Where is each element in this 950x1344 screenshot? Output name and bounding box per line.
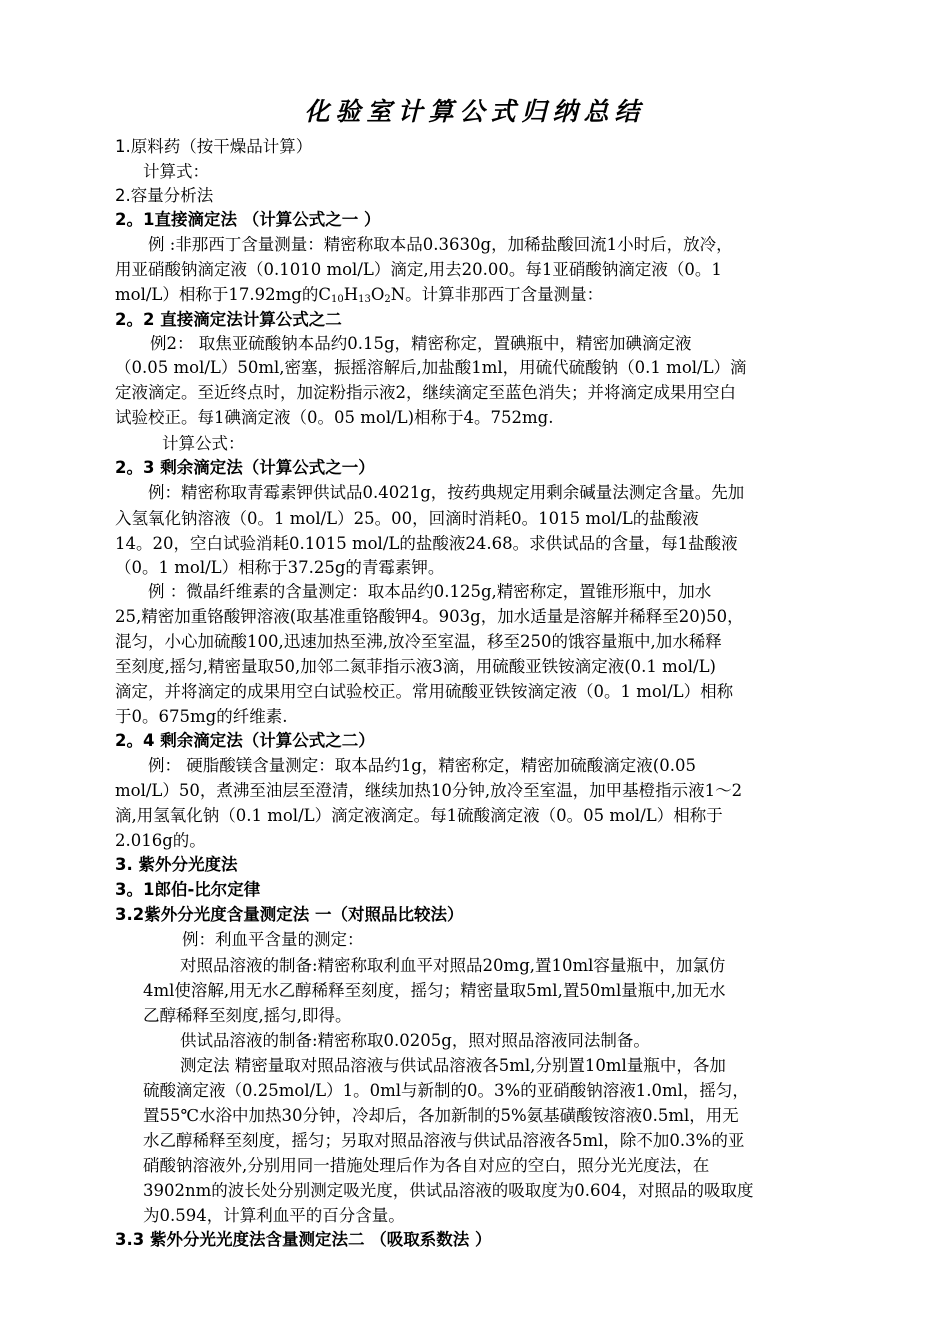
paragraph-line: （0.05 mol/L）50ml,密塞，振摇溶解后,加盐酸1ml，用硫代硫酸钠（0.1 mol/L）滴 xyxy=(115,358,747,377)
formula-text: N xyxy=(390,285,406,304)
paragraph-line: mol/L）50，煮沸至油层至澄清，继续加热10分钟,放冷至室温，加甲基橙指示液1～2 xyxy=(115,781,743,800)
section-heading: 1.原料药（按干燥品计算） xyxy=(115,137,313,156)
paragraph-line: 滴定，并将滴定的成果用空白试验校正。常用硫酸亚铁铵滴定液（0。1 mol/L）相称 xyxy=(115,682,734,701)
section-heading: 2.容量分析法 xyxy=(115,186,214,205)
paragraph-line: 对照品溶液的制备:精密称取利血平对照品20mg,置10ml容量瓶中，加氯仿 xyxy=(180,956,726,975)
paragraph-line: 滴,用氢氧化钠（0.1 mol/L）滴定液滴定。每1硫酸滴定液（0。05 mol/L）相称于 xyxy=(115,806,723,825)
paragraph-line: 为0.594，计算利血平的百分含量。 xyxy=(143,1206,405,1225)
paragraph-line: 硫酸滴定液（0.25mol/L）1。0ml与新制的0。3%的亚硝酸钠溶液1.0ml，摇匀， xyxy=(143,1081,749,1100)
formula-sub: 13 xyxy=(358,294,371,305)
formula-text: mol/L）相称于17.92mg的C xyxy=(115,285,331,304)
paragraph-line: 例 ：微晶纤维素的含量测定：取本品约0.125g,精密称定，置锥形瓶中，加水 xyxy=(148,582,712,601)
section-heading: 2。4 剩余滴定法（计算公式之二） xyxy=(115,731,375,750)
paragraph-line: 于0。675mg的纤维素. xyxy=(115,707,288,726)
page-title: 化验室计算公式归纳总结 xyxy=(304,97,646,126)
paragraph-line: 硝酸钠溶液外,分别用同一措施处理后作为各自对应的空白，照分光光度法，在 xyxy=(143,1156,710,1175)
paragraph-line: 入氢氧化钠溶液（0。1 mol/L）25。00，回滴时消耗0。1015 mol/L的盐酸液 xyxy=(115,509,699,528)
section-heading: 3.2紫外分光度含量测定法 一（对照品比较法） xyxy=(115,905,464,924)
formula-text: H xyxy=(343,285,359,304)
paragraph-line: 水乙醇稀释至刻度，摇匀；另取对照品溶液与供试品溶液各5ml，除不加0.3%的亚 xyxy=(143,1131,745,1150)
section-heading: 3.3 紫外分光光度法含量测定法二 （吸取系数法 ） xyxy=(115,1230,492,1249)
formula-text: O xyxy=(370,285,385,304)
paragraph-line: 供试品溶液的制备:精密称取0.0205g，照对照品溶液同法制备。 xyxy=(180,1031,650,1050)
paragraph-line: 例2： 取焦亚硫酸钠本品约0.15g，精密称定，置碘瓶中，精密加碘滴定液 xyxy=(150,334,692,353)
section-heading: 2。2 直接滴定法计算公式之二 xyxy=(115,310,342,329)
paragraph-line: 至刻度,摇匀,精密量取50,加邻二氮菲指示液3滴，用硫酸亚铁铵滴定液(0.1 mol/L) xyxy=(115,657,716,676)
paragraph-line: 例：利血平含量的测定： xyxy=(182,930,364,949)
section-heading: 2。3 剩余滴定法（计算公式之一） xyxy=(115,458,375,477)
paragraph-line: 3902nm的波长处分别测定吸光度，供试品溶液的吸取度为0.604，对照品的吸取度 xyxy=(143,1181,754,1200)
formula-text: 。计算非那西丁含量测量： xyxy=(405,285,604,304)
paragraph-line: 2.016g的。 xyxy=(115,831,206,850)
paragraph-line: 混匀，小心加硫酸100,迅速加热至沸,放冷至室温，移至250的饿容量瓶中,加水稀释 xyxy=(115,632,722,651)
section-heading: 3. 紫外分光度法 xyxy=(115,855,238,874)
paragraph-line: 用亚硝酸钠滴定液（0.1010 mol/L）滴定,用去20.00。每1亚硝酸钠滴定液（0。1 xyxy=(115,260,722,279)
formula-label: 计算公式： xyxy=(162,434,245,453)
section-heading: 2。1直接滴定法 （计算公式之一 ） xyxy=(115,210,381,229)
paragraph-line: 乙醇稀释至刻度,摇匀,即得。 xyxy=(143,1006,352,1025)
paragraph-line: 例：精密称取青霉素钾供试品0.4021g，按药典规定用剩余碱量法测定含量。先加 xyxy=(148,483,745,502)
paragraph-line: 4ml使溶解,用无水乙醇稀释至刻度，摇匀；精密量取5ml,置50ml量瓶中,加无水 xyxy=(143,981,726,1000)
paragraph-line: 置55℃水浴中加热30分钟，冷却后，各加新制的5%氨基磺酸铵溶液0.5ml，用无 xyxy=(143,1106,739,1125)
paragraph-line: 例 :非那西丁含量测量：精密称取本品0.3630g，加稀盐酸回流1小时后，放冷， xyxy=(148,235,733,254)
formula-sub: 2 xyxy=(384,294,391,305)
paragraph-line: 测定法 精密量取对照品溶液与供试品溶液各5ml,分别置10ml量瓶中，各加 xyxy=(180,1056,726,1075)
paragraph-line: （0。1 mol/L）相称于37.25g的青霉素钾。 xyxy=(115,558,445,577)
paragraph-line: 试验校正。每1碘滴定液（0。05 mol/L)相称于4。752mg. xyxy=(115,408,554,427)
paragraph-line: 25,精密加重铬酸钾溶液(取基准重铬酸钾4。903g，加水适量是溶解并稀释至20)50， xyxy=(115,607,744,626)
paragraph-line: 例： 硬脂酸镁含量测定：取本品约1g，精密称定，精密加硫酸滴定液(0.05 xyxy=(148,756,696,775)
paragraph-line: 14。20，空白试验消耗0.1015 mol/L的盐酸液24.68。求供试品的含量，每1盐酸液 xyxy=(115,534,738,553)
formula-label: 计算式： xyxy=(143,162,209,181)
paragraph-line: 定液滴定。至近终点时，加淀粉指示液2，继续滴定至蓝色消失；并将滴定成果用空白 xyxy=(115,383,736,402)
formula-sub: 10 xyxy=(330,294,344,305)
section-heading: 3。1郎伯-比尔定律 xyxy=(115,880,261,899)
